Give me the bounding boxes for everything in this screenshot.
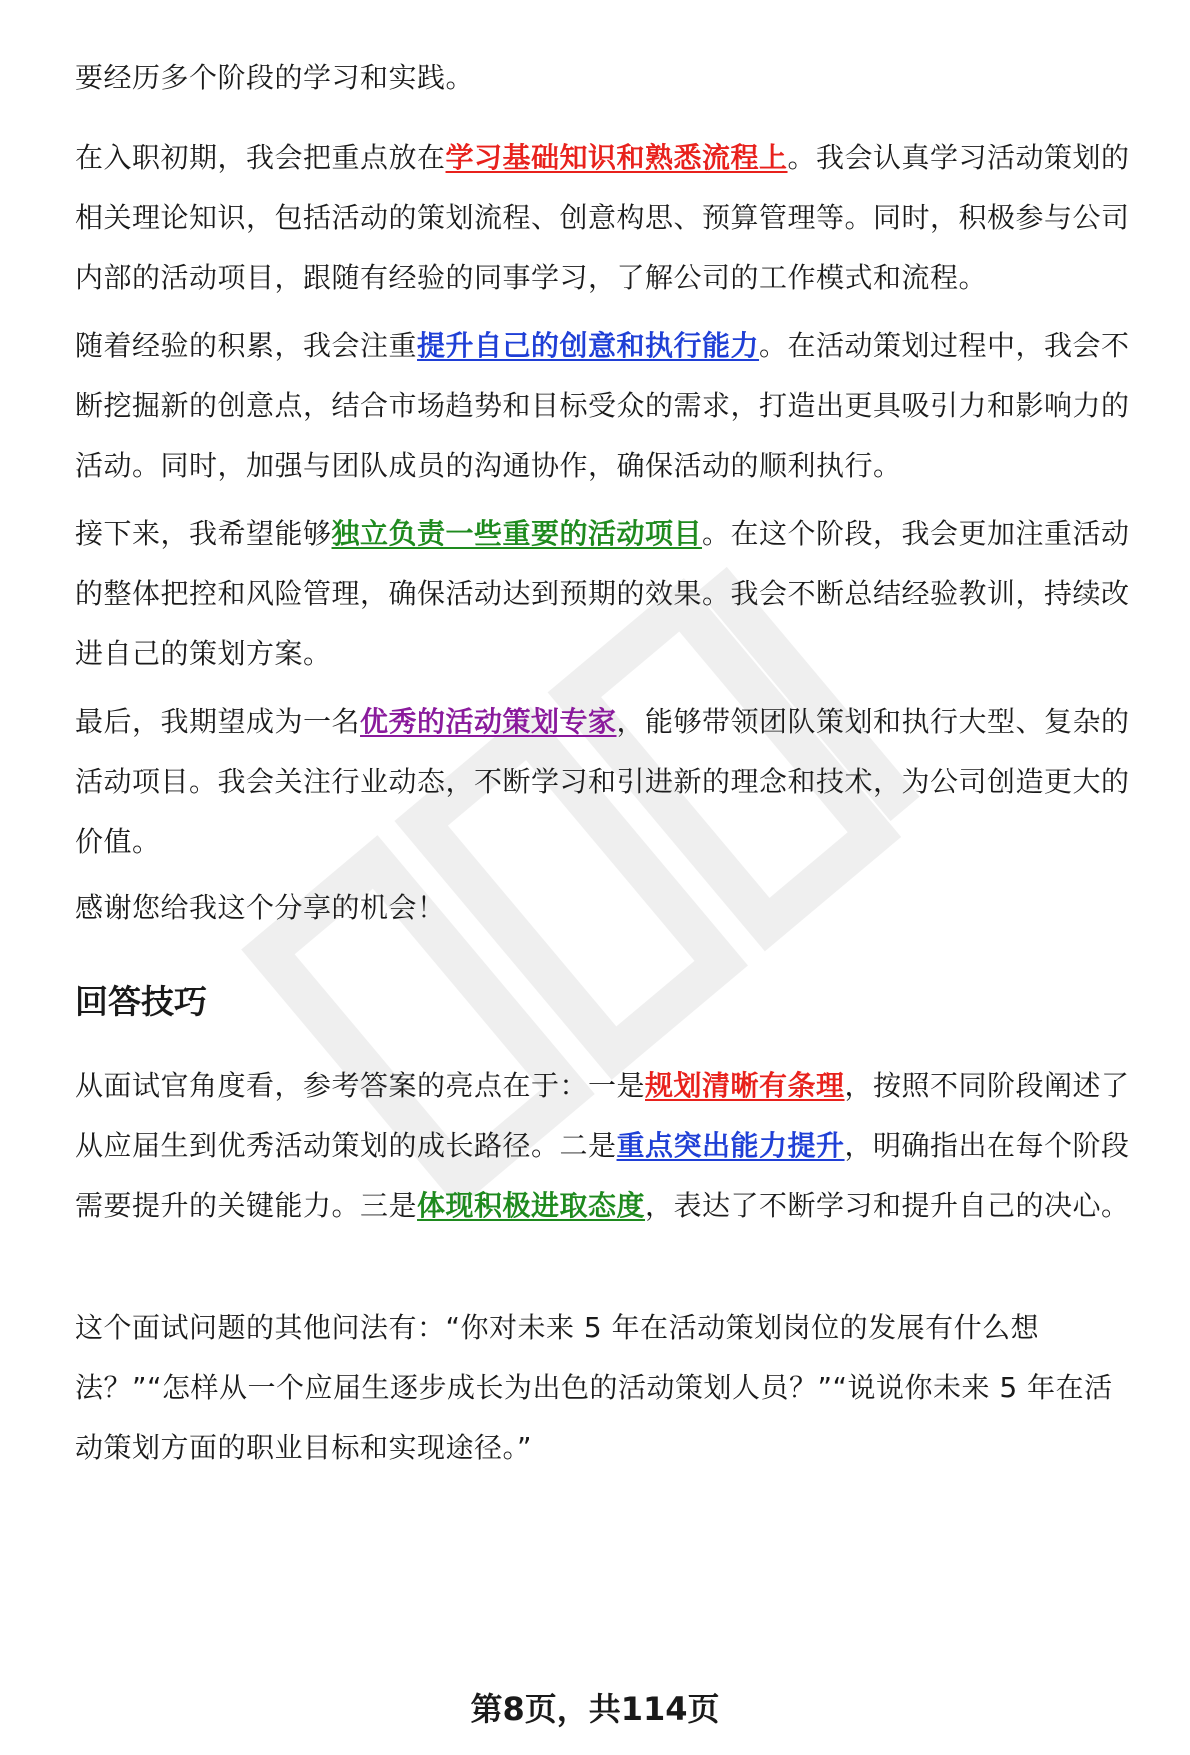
paragraph-thanks bbox=[75, 878, 446, 938]
highlight-clear-plan: 规划清晰有条理 bbox=[645, 1069, 845, 1102]
paragraph-tips bbox=[75, 1056, 1155, 1236]
alt-question-line: 法？”“怎样从一个应届生逐步成长为出色的活动策划人员？”“说说你未来 5 年在活 bbox=[75, 1371, 1113, 1404]
page-number-footer: 第8页，共114页 bbox=[470, 1690, 720, 1728]
paragraph-text: 感谢您给我这个分享的机会！ bbox=[75, 891, 446, 924]
paragraph-text: 要经历多个阶段的学习和实践。 bbox=[75, 61, 475, 94]
paragraph-text: 在入职初期，我会把重点放在 bbox=[75, 141, 446, 174]
paragraph-text: 最后，我期望成为一名 bbox=[75, 705, 361, 738]
paragraph-text: 接下来，我希望能够 bbox=[75, 517, 332, 550]
paragraph-text: 。在这个阶段，我会更加注重活动的整体把控和风险管理，确保活动达到预期的效果。我会不断总结经验教训，持续改进自己的策划方案。 bbox=[75, 517, 1130, 670]
highlight-learn-basics: 学习基础知识和熟悉流程上 bbox=[445, 141, 788, 174]
paragraph-text: ，按照不同阶段阐述了从应届生到优秀活动策划的成长路径。二是 bbox=[75, 1069, 1130, 1162]
paragraph-intro-end bbox=[75, 48, 474, 108]
paragraph-independent-stage bbox=[75, 504, 1155, 684]
paragraph-text: 。我会认真学习活动策划的相关理论知识，包括活动的策划流程、创意构思、预算管理等。同时，积极参与公司内部的活动项目，跟随有经验的同事学习，了解公司的工作模式和流程。 bbox=[75, 141, 1130, 294]
paragraph-text: ，表达了不断学习和提升自己的决心。 bbox=[645, 1189, 1130, 1222]
section-heading: 回答技巧 bbox=[75, 982, 207, 1021]
highlight-improve-creativity: 提升自己的创意和执行能力 bbox=[417, 329, 760, 362]
alt-question-line: 这个面试问题的其他问法有：“你对未来 5 年在活动策划岗位的发展有什么想 bbox=[75, 1311, 1040, 1344]
paragraph-expert-stage bbox=[75, 692, 1155, 872]
paragraph-text: 随着经验的积累，我会注重 bbox=[75, 329, 418, 362]
alt-question-line: 动策划方面的职业目标和实现途径。” bbox=[75, 1431, 533, 1464]
highlight-ability-focus: 重点突出能力提升 bbox=[616, 1129, 845, 1162]
highlight-positive-attitude: 体现积极进取态度 bbox=[417, 1189, 646, 1222]
paragraph-text: ，能够带领团队策划和执行大型、复杂的活动项目。我会关注行业动态，不断学习和引进新的理念和技术，为公司创造更大的价值。 bbox=[75, 705, 1130, 858]
paragraph-early-stage bbox=[75, 128, 1155, 308]
highlight-independent-projects: 独立负责一些重要的活动项目 bbox=[331, 517, 703, 550]
paragraph-alt-questions bbox=[75, 1298, 1113, 1478]
highlight-expert: 优秀的活动策划专家 bbox=[360, 705, 617, 738]
paragraph-text: 从面试官角度看，参考答案的亮点在于：一是 bbox=[75, 1069, 646, 1102]
paragraph-growth-stage bbox=[75, 316, 1155, 496]
paragraph-text: 。在活动策划过程中，我会不断挖掘新的创意点，结合市场趋势和目标受众的需求，打造出更具吸引力和影响力的活动。同时，加强与团队成员的沟通协作，确保活动的顺利执行。 bbox=[75, 329, 1130, 482]
paragraph-text: ，明确指出在每个阶段需要提升的关键能力。三是 bbox=[75, 1129, 1130, 1222]
